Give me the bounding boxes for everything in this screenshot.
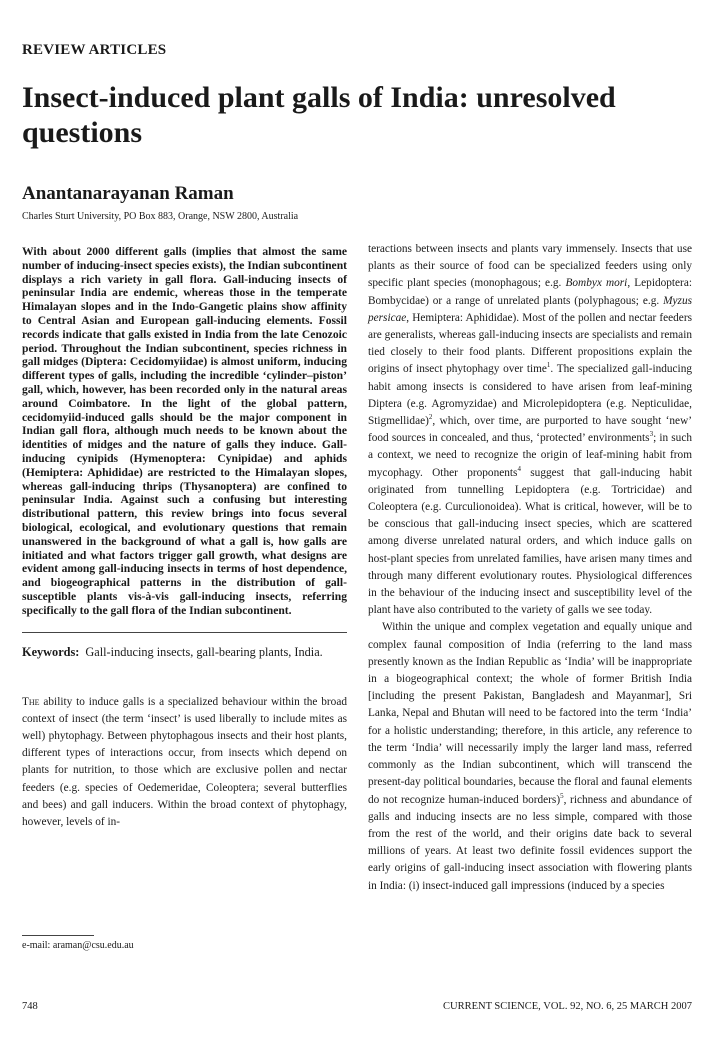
keywords-label: Keywords: [22, 644, 80, 659]
intro-text: ability to induce galls is a specialized behaviour within the broad context of insect (the term ‘insect’ is used liberally to include mites as well) phytophagy. Between phytophagous insects and their host plants, different types of interactions occur, from insects which depend on plants for nutrition, to those which are exclusive pollen and nectar feeders (e.g. species of Oedemeridae, Coleoptera; several butterflies and bees) and gall inducers. Within the broad context of phytophagy, however, levels of in- [22, 695, 347, 828]
body-paragraph-2 [368, 619, 692, 894]
abstract-divider [22, 632, 347, 633]
abstract: With about 2000 different galls (implies that almost the same number of inducing-insect species exists), the Indian subcontinent displays a rich variety in gall flora. Gall-inducing insects of peninsular India are endemic, whereas those in the temperate Himalayan slopes and in the Indo-Gangetic plains show affinity to Central Asian and European gall-inducing elements. Fossil records indicate that galls existed in India from the late Cenozoic period. Throughout the Indian subcontinent, species richness in gall midges (Diptera: Cecidomyiidae) is almost uniform, inducing different types of galls, including the incredible ‘cylinder–piston’ gall, which, however, has been recorded only in the natural areas around Coimbatore. In the light of the global pattern, cecidomyiid-induced galls should be the major component in Indian gall flora, although much needs to be known about the identities of midges and the nature of galls they induce. Gall-inducing cynipids (Hymenoptera: Cynipidae) and aphids (Hemiptera: Aphididae) are restricted to the Himalayan slopes, whereas gall-inducing thrips (Thysanoptera) are confined to peninsular India. Against such a confusing but interesting distributional pattern, this review brings into focus several biological, ecological, and evolutionary questions that remain unanswered in the background of what a gall is, how galls are initiated and what factors trigger gall growth, what designs are evident among gall-inducing insects in terms of host dependence, and biogeographical patterns in the distribution of gall-susceptible plants vis-à-vis gall-inducing insects, referring specifically to the gall flora of the Indian subcontinent. [22, 245, 347, 617]
p1-text-c: , Hemiptera: Aphididae). Most of the pollen and nectar feeders are generalists, whereas gall-inducing insects are specialists and remain tied closely to their food plants. Different propositions explain the origins of insect phytophagy over time [368, 311, 692, 376]
p1-text-e: , which, over time, are purported to have sought ‘new’ food sources in concealed, and thus, ‘protected’ environments [368, 415, 692, 445]
p1-text-f: ; in such a context, we need to recognize the origin of leaf-mining habit from mycophagy. Other proponents [368, 432, 692, 479]
p1-text-b: , Lepidoptera: Bombycidae) or a range of unrelated plants (polyphagous; e.g. [368, 277, 692, 307]
p2-text-b: , richness and abundance of galls and inducing insects are no less simple, compared with those from the rest of the world, and their origins date back to several millions of years. At least two definite fossil evidences support the early origins of gall-inducing insect association with flowering plants in India: (i) insect-induced gall impressions (induced by a species [368, 793, 692, 892]
keywords-text: Gall-inducing insects, gall-bearing plants, India. [85, 644, 323, 659]
page-number: 748 [22, 1001, 38, 1012]
section-label: REVIEW ARTICLES [22, 42, 167, 58]
intro-paragraph [22, 694, 347, 832]
citation-5: 5 [560, 791, 564, 800]
footnote-email: e-mail: araman@csu.edu.au [22, 940, 134, 951]
author-affiliation: Charles Sturt University, PO Box 883, Orange, NSW 2800, Australia [22, 211, 299, 222]
intro-dropcap: The [22, 695, 40, 708]
journal-citation: CURRENT SCIENCE, VOL. 92, NO. 6, 25 MARCH 2007 [442, 1001, 692, 1012]
footnote-rule [22, 935, 94, 936]
keywords [22, 644, 347, 660]
body-paragraph-1 [368, 241, 692, 619]
p2-text-a: Within the unique and complex vegetation and equally unique and complex faunal composition of India (referring to the land mass presently known as the Indian Republic as ‘India’ will be inappropriate in a biogeographical context; the whole of former British India [including the present Pakistan, Bangladesh and Mayanmar], Sri Lanka, Nepal and Bhutan will need to be factored into the term ‘India’ for a holistic understanding; therefore, in this article, any reference to the term ‘India’ will necessarily imply the larger land mass, referred commonly as the Indian subcontinent, which will transcend the present-day political boundaries, because the floral and faunal elements do not recognize human-induced borders) [368, 621, 692, 806]
author-name: Anantanarayanan Raman [22, 183, 234, 204]
p1-text-a: teractions between insects and plants vary immensely. Insects that use plants as their source of food can be specialized feeders using only specific plant species (monophagous; e.g. [368, 243, 692, 290]
citation-1: 1 [546, 361, 551, 370]
article-title: Insect-induced plant galls of India: unresolved questions [22, 81, 616, 149]
citation-3: 3 [649, 430, 654, 439]
p1-text-g: suggest that gall-inducing habit originated from tunnelling Lepidoptera (e.g. Tortricidae) and Coleoptera (e.g. Curculionoidea). What is critical, however, will be to be conscious that gall-inducing insect species, which are scattered among diverse unrelated natural orders, and which induce galls on host-plant species from unrelated families, have arisen many times and through many different evolutionary routes. Physiological differences in the behaviour of the inducing insect and susceptibility level of the plant have also contributed to the variety of galls we see today. [368, 466, 693, 617]
citation-2: 2 [428, 413, 433, 422]
species-myzus: Myzus persicae [368, 294, 692, 324]
species-bombyx: Bombyx mori [565, 277, 628, 290]
right-column [368, 241, 692, 895]
left-column [22, 245, 347, 831]
p1-text-d: . The specialized gall-inducing habit among insects is considered to have arisen from leaf-mining Diptera (e.g. Agromyzidae) and Microlepidoptera (e.g. Nepticulidae, Stigmellidae) [368, 363, 692, 428]
citation-4: 4 [517, 464, 521, 473]
